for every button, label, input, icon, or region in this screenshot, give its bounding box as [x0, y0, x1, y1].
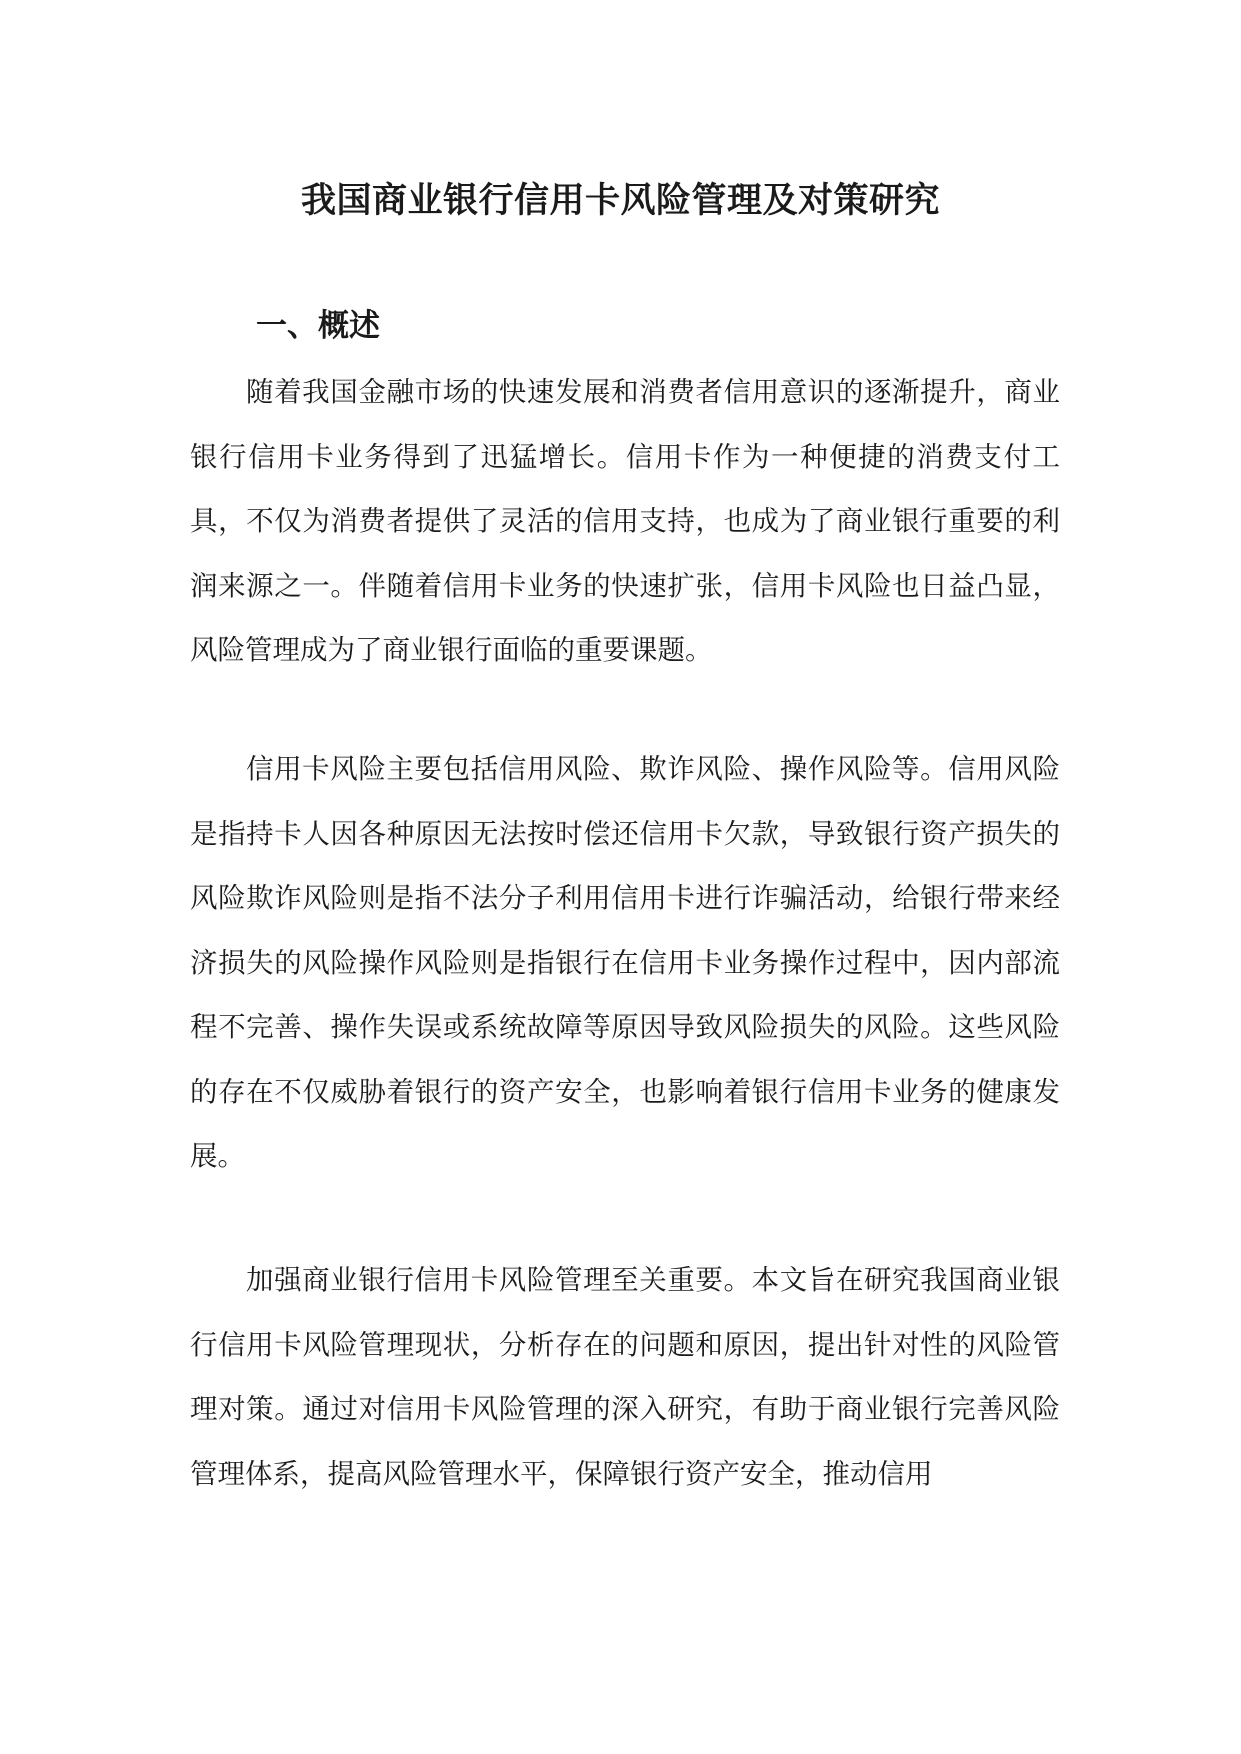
paragraph-2: 信用卡风险主要包括信用风险、欺诈风险、操作风险等。信用风险是指持卡人因各种原因无法按时偿还信用卡欠款，导致银行资产损失的风险欺诈风险则是指不法分子利用信用卡进行诈骗活动，给银行带来经济损失的风险操作风险则是指银行在信用卡业务操作过程中，因内部流程不完善、操作失误或系统故障等原因导致风险损失的风险。这些风险的存在不仅威胁着银行的资产安全，也影响着银行信用卡业务的健康发展。: [190, 753, 1060, 1172]
section-heading: 一、概述: [256, 307, 380, 344]
paragraph-3: 加强商业银行信用卡风险管理至关重要。本文旨在研究我国商业银行信用卡风险管理现状，分析存在的问题和原因，提出针对性的风险管理对策。通过对信用卡风险管理的深入研究，有助于商业银行完善风险管理体系，提高风险管理水平，保障银行资产安全，推动信用: [190, 1264, 1060, 1490]
paragraph-1: 随着我国金融市场的快速发展和消费者信用意识的逐渐提升，商业银行信用卡业务得到了迅猛增长。信用卡作为一种便捷的消费支付工具，不仅为消费者提供了灵活的信用支持，也成为了商业银行重要的利润来源之一。伴随着信用卡业务的快速扩张，信用卡风险也日益凸显，风险管理成为了商业银行面临的重要课题。: [190, 376, 1060, 666]
document-title: 我国商业银行信用卡风险管理及对策研究: [300, 180, 940, 222]
